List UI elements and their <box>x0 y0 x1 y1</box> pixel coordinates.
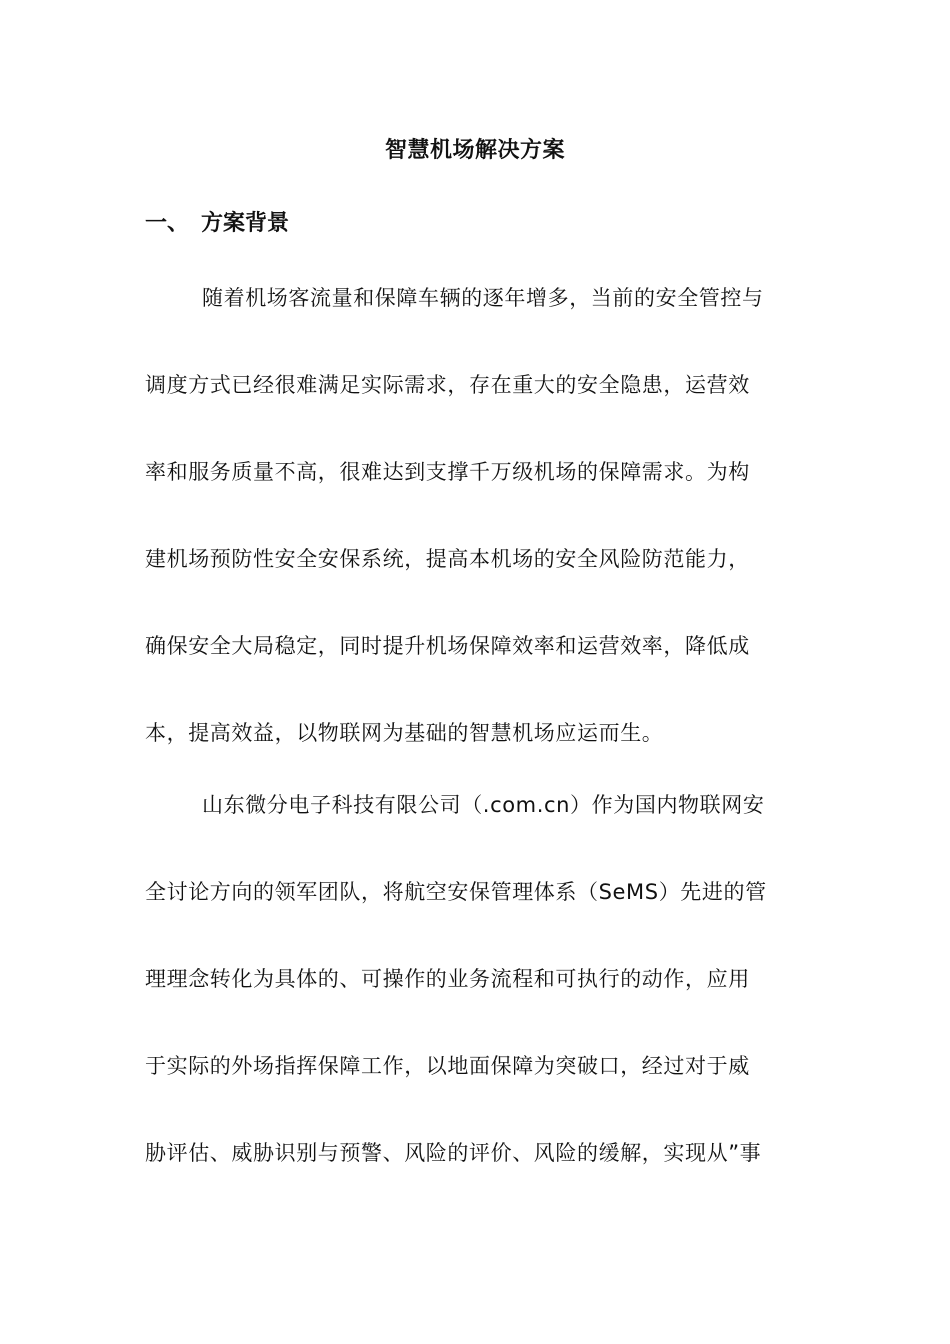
paragraph-line: 确保安全大局稳定，同时提升机场保障效率和运营效率，降低成 <box>145 634 750 658</box>
section-heading <box>145 206 289 242</box>
paragraph-line: 于实际的外场指挥保障工作，以地面保障为突破口，经过对于威 <box>145 1054 750 1078</box>
document-title: 智慧机场解决方案 <box>384 138 565 163</box>
paragraph-line: 率和服务质量不高，很难达到支撑千万级机场的保障需求。为构 <box>145 460 750 484</box>
paragraph-line: 调度方式已经很难满足实际需求，存在重大的安全隐患，运营效 <box>145 373 750 397</box>
paragraph-line: 理理念转化为具体的、可操作的业务流程和可执行的动作，应用 <box>145 967 750 991</box>
paragraph-line: 山东微分电子科技有限公司（.com.cn）作为国内物联网安 <box>202 793 765 817</box>
section-title: 方案背景 <box>201 211 290 236</box>
paragraph-line: 随着机场客流量和保障车辆的逐年增多，当前的安全管控与 <box>202 286 764 310</box>
paragraph-line: 本，提高效益，以物联网为基础的智慧机场应运而生。 <box>145 721 664 745</box>
paragraph-line: 全讨论方向的领军团队，将航空安保管理体系（SeMS）先进的管 <box>145 880 767 904</box>
paragraph-line: 建机场预防性安全安保系统，提高本机场的安全风险防范能力， <box>145 547 750 571</box>
paragraph-line: 胁评估、威胁识别与预警、风险的评价、风险的缓解，实现从”事 <box>145 1141 762 1165</box>
section-number: 一、 <box>145 211 190 236</box>
